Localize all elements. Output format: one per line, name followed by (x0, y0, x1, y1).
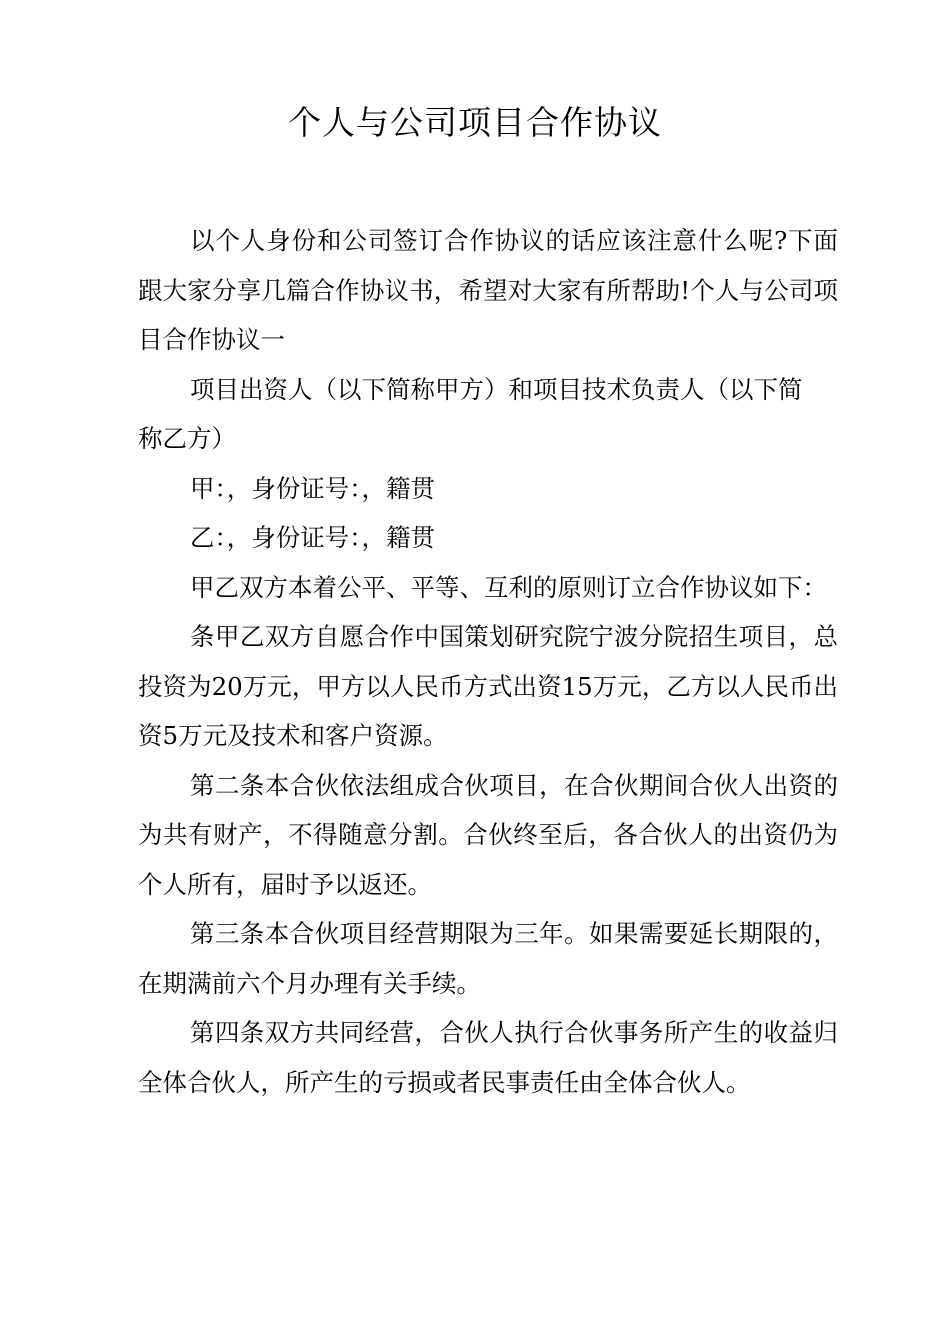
paragraph-article-1: 条甲乙双方自愿合作中国策划研究院宁波分院招生项目，总投资为20万元，甲方以人民币方式出资15万元，乙方以人民币出资5万元及技术和客户资源。 (138, 622, 838, 750)
paragraph-intro: 以个人身份和公司签订合作协议的话应该注意什么呢?下面跟大家分享几篇合作协议书，希望对大家有所帮助!个人与公司项目合作协议一 (138, 226, 838, 354)
paragraph-party-a: 甲：，身份证号：，籍贯 (190, 473, 435, 503)
paragraph-principle: 甲乙双方本着公平、平等、互利的原则订立合作协议如下： (190, 572, 827, 602)
document-title: 个人与公司项目合作协议 (288, 103, 662, 142)
paragraph-party-b: 乙：，身份证号：，籍贯 (190, 523, 435, 552)
document-body (138, 216, 838, 1107)
paragraph-article-4: 第四条双方共同经营，合伙人执行合伙事务所产生的收益归全体合伙人，所产生的亏损或者民事责任由全体合伙人。 (138, 1018, 838, 1097)
paragraph-article-3: 第三条本合伙项目经营期限为三年。如果需要延长期限的，在期满前六个月办理有关手续。 (138, 919, 838, 998)
paragraph-article-2: 第二条本合伙依法组成合伙项目，在合伙期间合伙人出资的为共有财产，不得随意分割。合伙终至后，各合伙人的出资仍为个人所有，届时予以返还。 (138, 770, 838, 899)
paragraph-parties: 项目出资人（以下简称甲方）和项目技术负责人（以下简 (190, 374, 803, 404)
paragraph-parties-continued: 称乙方） (138, 424, 236, 453)
